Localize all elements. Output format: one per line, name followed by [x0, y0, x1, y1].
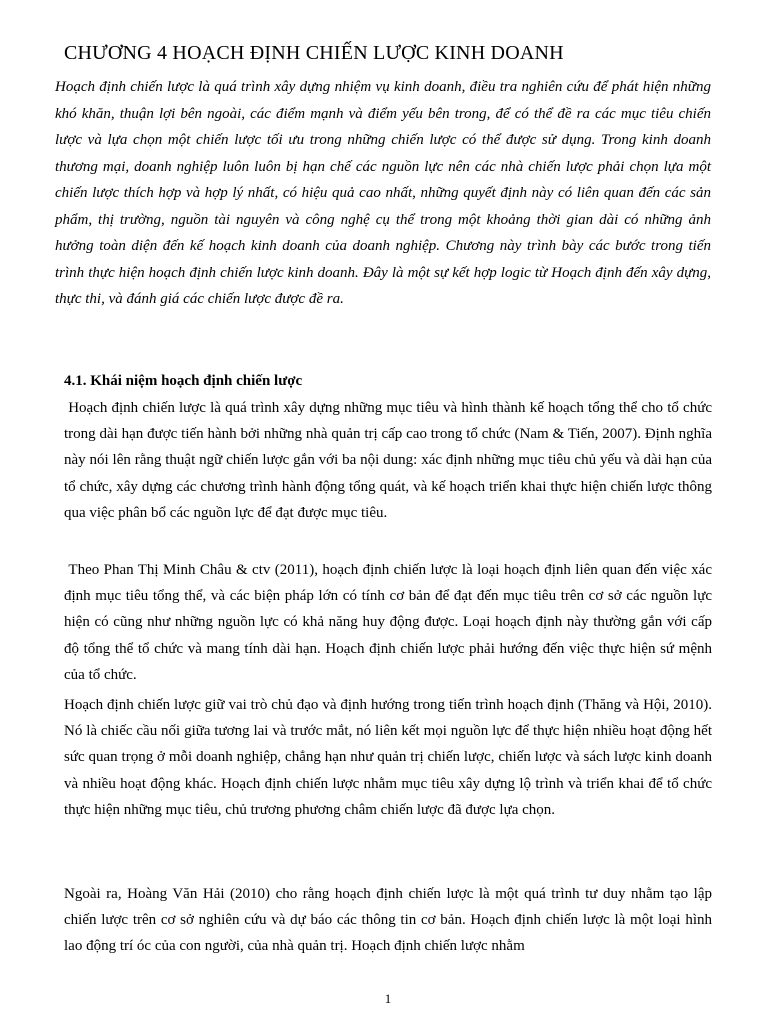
page-number: 1	[384, 991, 392, 1006]
body-paragraph: Hoạch định chiến lược là quá trình xây dựng những mục tiêu và hình thành kế hoạch tổng thể cho tổ chức trong dài hạn được tiến hành bởi những nhà quản trị cấp cao trong tổ chức (Nam & Tiến, 2007). Định nghĩa này nói lên rằng thuật ngữ chiến lược gắn với ba nội dung: xác định những mục tiêu chủ yếu và dài hạn của tổ chức, xây dựng các chương trình hành động tổng quát, và kế hoạch triển khai thực hiện chiến lược thông qua việc phân bổ các nguồn lực để đạt được mục tiêu.	[64, 400, 716, 521]
body-paragraph: Ngoài ra, Hoàng Văn Hải (2010) cho rằng hoạch định chiến lược là một quá trình tư duy nhằm tạo lập chiến lược trên cơ sở nghiên cứu và dự báo các thông tin cơ bản. Hoạch định chiến lược là một loại hình lao động trí óc của con người, của nhà quản trị. Hoạch định chiến lược nhằm	[64, 886, 712, 955]
section-heading: 4.1. Khái niệm hoạch định chiến lược	[64, 373, 303, 389]
chapter-title: CHƯƠNG 4 HOẠCH ĐỊNH CHIẾN LƯỢC KINH DOANH	[64, 42, 564, 64]
body-paragraph: Theo Phan Thị Minh Châu & ctv (2011), hoạch định chiến lược là loại hoạch định liên quan đến việc xác định mục tiêu tổng thể, và các biện pháp lớn có tính cơ bản để đạt đến mục tiêu trên cơ sở các nguồn lực hiện có cũng như những nguồn lực có khả năng huy động được. Loại hoạch định này thường gắn với cấp độ tổng thể tổ chức và mang tính dài hạn. Hoạch định chiến lược phải hướng đến việc thực hiện sứ mệnh của tổ chức.	[64, 562, 716, 683]
intro-paragraph: Hoạch định chiến lược là quá trình xây dựng nhiệm vụ kinh doanh, điều tra nghiên cứu để phát hiện những khó khăn, thuận lợi bên ngoài, các điểm mạnh và điểm yếu bên trong, để có thể đề ra các mục tiêu chiến lược và lựa chọn một chiến lược tối ưu trong những chiến lược có thể được sử dụng. Trong kinh doanh thương mại, doanh nghiệp luôn luôn bị hạn chế các nguồn lực nên các nhà chiến lược phải chọn lựa một chiến lược thích hợp và hợp lý nhất, có hiệu quả cao nhất, những quyết định này có liên quan đến các sản phẩm, thị trường, nguồn tài nguyên và công nghệ cụ thể trong một khoảng thời gian dài có những ảnh hưởng toàn diện đến kế hoạch kinh doanh của doanh nghiệp. Chương này trình bày các bước trong tiến trình thực hiện hoạch định chiến lược kinh doanh. Đây là một sự kết hợp logic từ Hoạch định đến xây dựng, thực thi, và đánh giá các chiến lược được đề ra.	[55, 79, 711, 307]
body-paragraph: Hoạch định chiến lược giữ vai trò chủ đạo và định hướng trong tiến trình hoạch định (Thăng và Hội, 2010). Nó là chiếc cầu nối giữa tương lai và trước mắt, nó liên kết mọi nguồn lực để thực hiện nhiều hoạt động hết sức quan trọng ở mỗi doanh nghiệp, chẳng hạn như quản trị chiến lược, chiến lược và sách lược kinh doanh và nhiều hoạt động khác. Hoạch định chiến lược nhằm mục tiêu xây dựng lộ trình và triển khai để tổ chức thực hiện những mục tiêu, chủ trương phương châm chiến lược đã được lựa chọn.	[64, 697, 712, 818]
